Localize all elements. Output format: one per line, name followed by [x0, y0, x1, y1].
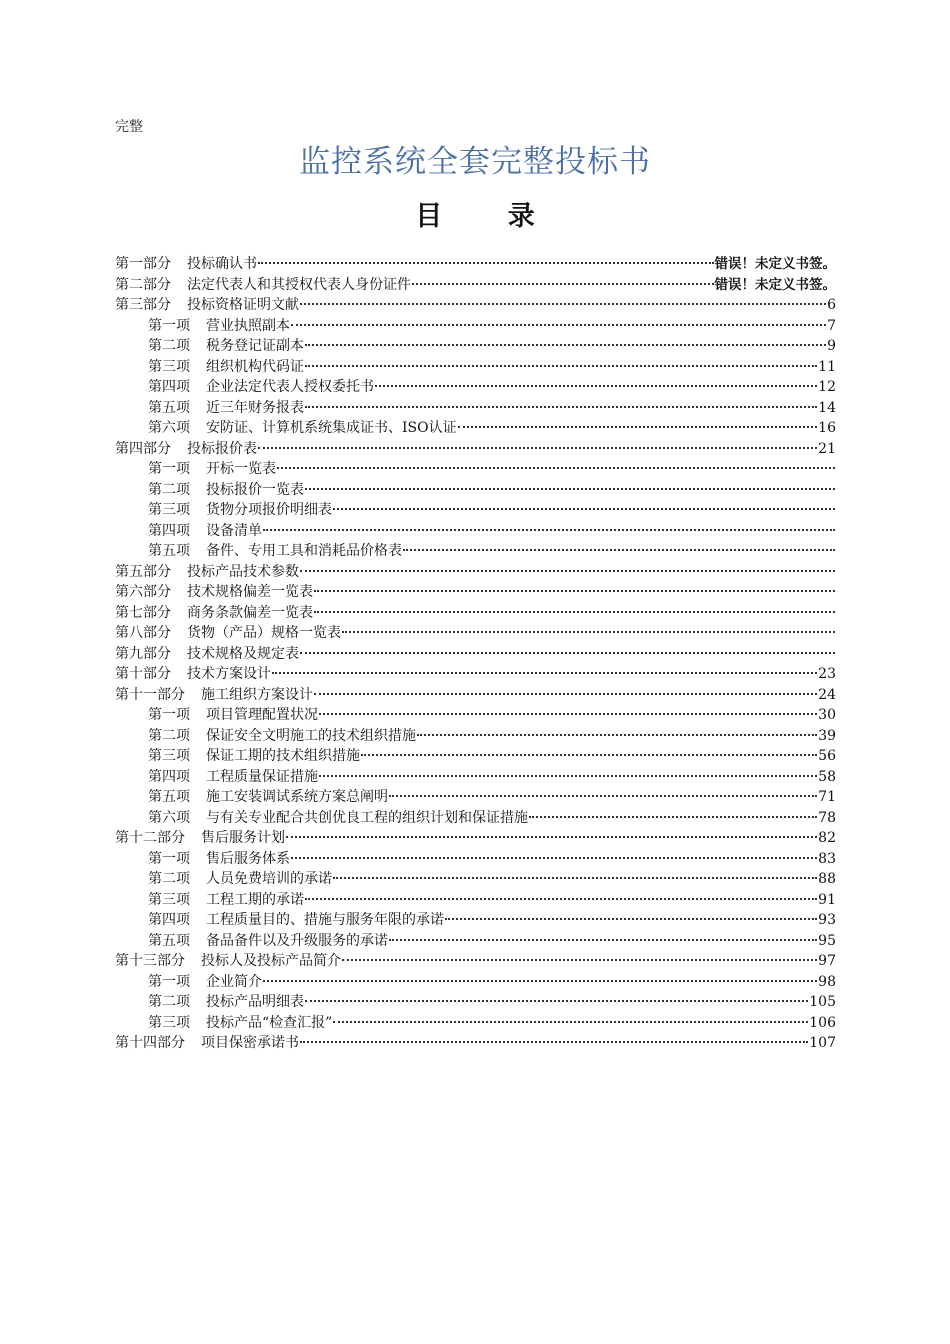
toc-entry[interactable] — [115, 293, 836, 314]
toc-dot-leader — [333, 1011, 808, 1023]
toc-entry[interactable] — [115, 375, 836, 396]
toc-entry-page: 107 — [809, 1035, 836, 1051]
toc-dot-leader — [403, 539, 835, 551]
toc-entry-label — [148, 377, 374, 396]
toc-entry[interactable] — [115, 642, 836, 663]
toc-entry[interactable] — [115, 929, 836, 950]
toc-entry-text: 投标产品技术参数 — [187, 563, 299, 580]
toc-entry-label — [148, 316, 290, 335]
toc-entry-page: 83 — [818, 850, 836, 867]
toc-entry-text: 保证工期的技术组织措施 — [206, 748, 360, 764]
toc-entry[interactable] — [115, 334, 836, 355]
toc-dot-leader — [314, 601, 835, 613]
toc-entry-number: 第二项 — [148, 338, 190, 354]
toc-entry-label — [148, 931, 388, 950]
toc-dot-leader — [314, 580, 835, 592]
toc-entry-page: 106 — [809, 1014, 836, 1031]
toc-entry-page: 9 — [827, 338, 836, 354]
toc-entry-page: 58 — [818, 768, 836, 785]
toc-entry-text: 企业简介 — [206, 973, 262, 990]
toc-entry-number: 第四部分 — [115, 440, 171, 457]
toc-entry-number: 第三部分 — [115, 297, 171, 313]
toc-entry[interactable] — [115, 273, 836, 294]
toc-dot-leader — [412, 273, 714, 285]
toc-entry-text: 近三年财务报表 — [206, 399, 304, 416]
toc-entry[interactable] — [115, 949, 836, 970]
toc-dot-leader — [263, 519, 835, 531]
toc-entry-text: 开标一览表 — [206, 461, 276, 477]
toc-entry-number: 第三项 — [148, 891, 190, 908]
toc-entry[interactable] — [115, 662, 836, 683]
toc-entry-text: 保证安全文明施工的技术组织措施 — [206, 727, 416, 744]
toc-entry-number: 第五项 — [148, 789, 190, 805]
toc-entry[interactable] — [115, 888, 836, 909]
toc-entry-page: 91 — [818, 891, 836, 908]
toc-entry[interactable] — [115, 683, 836, 704]
toc-entry-label — [115, 295, 299, 314]
toc-entry[interactable] — [115, 724, 836, 745]
document-title: 监控系统全套完整投标书 — [299, 144, 651, 180]
toc-entry-text: 技术规格偏差一览表 — [187, 584, 313, 600]
toc-entry-number: 第一项 — [148, 850, 190, 867]
toc-dot-leader — [342, 949, 817, 961]
toc-entry[interactable] — [115, 621, 836, 642]
toc-entry[interactable] — [115, 765, 836, 786]
toc-entry-number: 第四项 — [148, 912, 190, 928]
toc-entry-text: 货物（产品）规格一览表 — [187, 625, 341, 641]
toc-entry-text: 投标报价表 — [187, 440, 257, 457]
toc-entry-page: 95 — [818, 932, 836, 949]
toc-entry-label — [148, 767, 318, 786]
toc-entry-text: 项目管理配置状况 — [206, 707, 318, 723]
toc-entry-page: 7 — [827, 317, 836, 334]
toc-entry-label — [148, 357, 304, 376]
toc-entry-number: 第十二部分 — [115, 830, 185, 846]
toc-entry-page: 71 — [818, 789, 836, 805]
toc-entry-number: 第十四部分 — [115, 1035, 185, 1051]
toc-entry-number: 第五部分 — [115, 563, 171, 580]
toc-entry-number: 第九部分 — [115, 645, 171, 662]
toc-entry-page: 93 — [818, 912, 836, 928]
toc-entry[interactable] — [115, 252, 836, 273]
toc-dot-leader — [389, 785, 817, 797]
toc-entry[interactable] — [115, 867, 836, 888]
toc-entry[interactable] — [115, 498, 836, 519]
toc-entry-number: 第六项 — [148, 809, 190, 826]
toc-entry-page: 98 — [818, 973, 836, 990]
toc-entry-text: 施工组织方案设计 — [201, 686, 313, 703]
toc-entry-label — [115, 439, 257, 458]
toc-dot-leader — [300, 560, 835, 572]
toc-entry-page: 97 — [818, 953, 836, 969]
toc-entry-number: 第六项 — [148, 420, 190, 436]
toc-entry-text: 投标确认书 — [187, 256, 257, 272]
toc-entry-text: 货物分项报价明细表 — [206, 502, 332, 518]
toc-dot-leader — [300, 642, 835, 654]
toc-dot-leader — [305, 355, 817, 367]
toc-entry-label — [148, 992, 304, 1011]
toc-entry-text: 技术方案设计 — [187, 666, 271, 682]
toc-entry-text: 备件、专用工具和消耗品价格表 — [206, 543, 402, 559]
toc-dot-leader — [300, 293, 826, 305]
toc-entry-label — [148, 480, 304, 499]
toc-dot-leader — [445, 908, 817, 920]
toc-entry-text: 设备清单 — [206, 522, 262, 539]
toc-entry[interactable] — [115, 580, 836, 601]
toc-entry-page: 12 — [818, 379, 836, 395]
toc-entry[interactable] — [115, 1011, 836, 1032]
toc-dot-leader — [305, 990, 808, 1002]
toc-entry-number: 第三项 — [148, 1014, 190, 1031]
toc-entry-page: 11 — [818, 358, 836, 375]
toc-entry[interactable] — [115, 437, 836, 458]
toc-dot-leader — [263, 970, 817, 982]
toc-entry-number: 第七部分 — [115, 604, 171, 621]
toc-dot-leader — [319, 765, 817, 777]
toc-entry-label — [115, 644, 299, 663]
toc-entry-label — [148, 500, 332, 519]
toc-entry-page: 23 — [818, 666, 836, 682]
toc-entry-text: 商务条款偏差一览表 — [187, 604, 313, 621]
toc-entry-text: 投标资格证明文献 — [187, 297, 299, 313]
toc-entry-label — [148, 521, 262, 540]
toc-dot-leader — [291, 314, 826, 326]
toc-entry-number: 第二部分 — [115, 276, 171, 293]
toc-entry-label — [148, 398, 304, 417]
toc-entry-text: 售后服务体系 — [206, 850, 290, 867]
toc-entry-number: 第一项 — [148, 317, 190, 334]
toc-entry-number: 第四项 — [148, 379, 190, 395]
toc-entry-number: 第三项 — [148, 748, 190, 764]
toc-dot-leader — [305, 334, 826, 346]
header-note: 完整 — [115, 119, 143, 135]
toc-entry-label — [148, 910, 444, 929]
toc-entry-label — [148, 972, 262, 991]
toc-entry-text: 工程质量保证措施 — [206, 768, 318, 785]
toc-entry-number: 第五项 — [148, 399, 190, 416]
toc-dot-leader — [389, 929, 817, 941]
toc-entry-page: 错误！未定义书签。 — [714, 276, 836, 293]
toc-dot-leader — [258, 252, 714, 264]
table-of-contents — [115, 252, 836, 1052]
toc-entry-text: 与有关专业配合共创优良工程的组织计划和保证措施 — [206, 809, 528, 826]
toc-entry-label — [115, 951, 341, 970]
toc-entry-label — [148, 787, 388, 806]
toc-entry-text: 营业执照副本 — [206, 317, 290, 334]
toc-entry[interactable] — [115, 908, 836, 929]
toc-entry-text: 法定代表人和其授权代表人身份证件 — [187, 276, 411, 293]
toc-entry[interactable] — [115, 416, 836, 437]
toc-entry-number: 第二项 — [148, 727, 190, 744]
toc-dot-leader — [361, 744, 817, 756]
toc-dot-leader — [417, 724, 817, 736]
toc-entry[interactable] — [115, 560, 836, 581]
toc-dot-leader — [342, 621, 835, 633]
toc-entry-number: 第五项 — [148, 932, 190, 949]
toc-entry-label — [115, 664, 271, 683]
toc-dot-leader — [286, 826, 817, 838]
toc-entry-text: 工程质量目的、措施与服务年限的承诺 — [206, 912, 444, 928]
toc-entry-number: 第三项 — [148, 358, 190, 375]
toc-entry-text: 工程工期的承诺 — [206, 891, 304, 908]
toc-entry-number: 第三项 — [148, 502, 190, 518]
toc-entry-page: 30 — [818, 707, 836, 723]
toc-entry-label — [148, 541, 402, 560]
toc-entry-text: 税务登记证副本 — [206, 338, 304, 354]
toc-entry-text: 人员免费培训的承诺 — [206, 871, 332, 887]
toc-entry[interactable] — [115, 826, 836, 847]
toc-entry[interactable] — [115, 806, 836, 827]
toc-entry-page: 88 — [818, 871, 836, 887]
toc-entry-page: 21 — [818, 440, 836, 457]
toc-entry[interactable] — [115, 601, 836, 622]
toc-entry[interactable] — [115, 519, 836, 540]
toc-entry[interactable] — [115, 785, 836, 806]
toc-entry[interactable] — [115, 990, 836, 1011]
toc-entry-page: 错误！未定义书签。 — [714, 256, 836, 272]
toc-entry-label — [115, 623, 341, 642]
toc-entry-label — [148, 869, 332, 888]
toc-entry-page: 14 — [818, 399, 836, 416]
toc-entry-text: 投标产品明细表 — [206, 994, 304, 1010]
toc-entry-page: 16 — [818, 420, 836, 436]
toc-entry-page: 105 — [809, 994, 836, 1010]
toc-entry[interactable] — [115, 457, 836, 478]
toc-heading: 目 录 — [415, 201, 563, 232]
toc-entry-label — [148, 726, 416, 745]
toc-entry-page: 24 — [818, 686, 836, 703]
toc-entry-page: 82 — [818, 830, 836, 846]
toc-entry-text: 投标人及投标产品简介 — [201, 953, 341, 969]
toc-entry-label — [148, 849, 290, 868]
toc-entry-page: 6 — [827, 297, 836, 313]
toc-entry-text: 企业法定代表人授权委托书 — [206, 379, 374, 395]
toc-entry-number: 第二项 — [148, 871, 190, 887]
toc-dot-leader — [277, 457, 835, 469]
toc-entry-label — [115, 685, 313, 704]
toc-dot-leader — [305, 396, 817, 408]
toc-entry-text: 组织机构代码证 — [206, 358, 304, 375]
toc-entry[interactable] — [115, 847, 836, 868]
toc-entry-number: 第十部分 — [115, 666, 171, 682]
toc-entry-label — [115, 828, 285, 847]
toc-entry-text: 技术规格及规定表 — [187, 645, 299, 662]
toc-dot-leader — [305, 478, 835, 490]
toc-entry-number: 第一项 — [148, 973, 190, 990]
toc-entry-number: 第四项 — [148, 522, 190, 539]
toc-entry[interactable] — [115, 703, 836, 724]
toc-dot-leader — [258, 437, 817, 449]
toc-dot-leader — [319, 703, 817, 715]
toc-entry[interactable] — [115, 1031, 836, 1052]
toc-entry-number: 第十一部分 — [115, 686, 185, 703]
toc-entry-number: 第十三部分 — [115, 953, 185, 969]
toc-entry-number: 第六部分 — [115, 584, 171, 600]
toc-entry-label — [148, 1013, 332, 1032]
toc-entry-text: 售后服务计划 — [201, 830, 285, 846]
toc-entry[interactable] — [115, 396, 836, 417]
toc-entry-label — [148, 705, 318, 724]
toc-entry-text: 施工安装调试系统方案总阐明 — [206, 789, 388, 805]
toc-dot-leader — [375, 375, 817, 387]
toc-entry-label — [148, 336, 304, 355]
toc-entry[interactable] — [115, 744, 836, 765]
toc-entry-text: 投标报价一览表 — [206, 481, 304, 498]
toc-entry-label — [148, 459, 276, 478]
toc-entry-page: 56 — [818, 748, 836, 764]
toc-entry[interactable] — [115, 970, 836, 991]
toc-entry-text: 备品备件以及升级服务的承诺 — [206, 932, 388, 949]
toc-entry-number: 第四项 — [148, 768, 190, 785]
toc-entry[interactable] — [115, 355, 836, 376]
toc-entry-label — [115, 1033, 299, 1052]
toc-entry-label — [148, 890, 304, 909]
toc-dot-leader — [305, 888, 817, 900]
toc-entry-text: 投标产品“检查汇报” — [206, 1014, 333, 1031]
toc-entry[interactable] — [115, 539, 836, 560]
toc-dot-leader — [272, 662, 817, 674]
toc-entry-label — [115, 582, 313, 601]
toc-dot-leader — [333, 498, 835, 510]
toc-entry-label — [148, 808, 528, 827]
toc-entry-label — [115, 254, 257, 273]
toc-dot-leader — [529, 806, 817, 818]
toc-entry-label — [148, 418, 457, 437]
toc-entry-number: 第二项 — [148, 481, 190, 498]
toc-dot-leader — [291, 847, 817, 859]
toc-entry-number: 第八部分 — [115, 625, 171, 641]
toc-entry-page: 78 — [818, 809, 836, 826]
toc-dot-leader — [300, 1031, 808, 1043]
toc-dot-leader — [314, 683, 817, 695]
toc-entry-number: 第一项 — [148, 461, 190, 477]
toc-entry-number: 第五项 — [148, 543, 190, 559]
toc-entry[interactable] — [115, 314, 836, 335]
toc-entry[interactable] — [115, 478, 836, 499]
toc-entry-label — [148, 746, 360, 765]
toc-entry-number: 第一项 — [148, 707, 190, 723]
toc-entry-number: 第二项 — [148, 994, 190, 1010]
toc-entry-number: 第一部分 — [115, 256, 171, 272]
toc-entry-label — [115, 275, 411, 294]
toc-entry-label — [115, 603, 313, 622]
toc-dot-leader — [333, 867, 817, 879]
toc-entry-page: 39 — [818, 727, 836, 744]
toc-entry-text: 项目保密承诺书 — [201, 1035, 299, 1051]
toc-entry-text: 安防证、计算机系统集成证书、ISO认证 — [206, 420, 457, 436]
toc-entry-label — [115, 562, 299, 581]
toc-dot-leader — [458, 416, 818, 428]
